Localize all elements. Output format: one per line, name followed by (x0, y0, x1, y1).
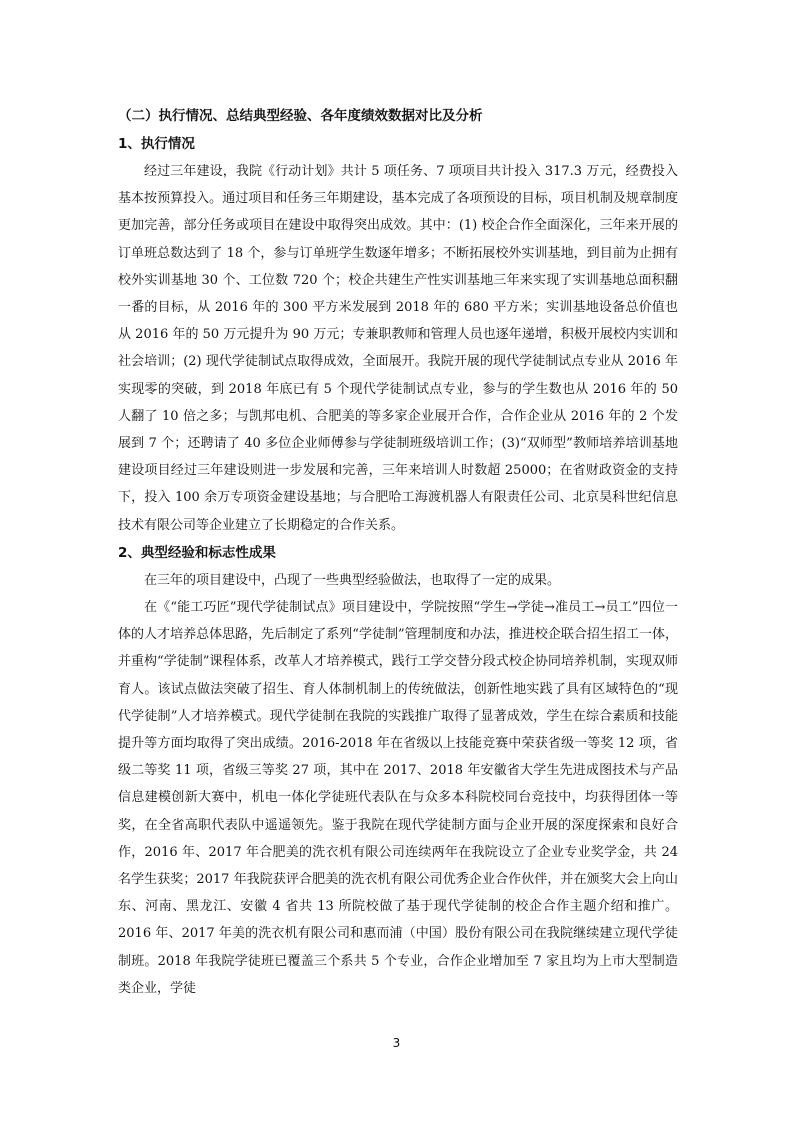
paragraph-apprenticeship: 在《“能工巧匠”现代学徒制试点》项目建设中，学院按照“学生→学徒→准员工→员工”四位一体的人才培养总体思路，先后制定了系列“学徒制”管理制度和办法，推进校企联合招生招工一体，并重构“学徒制”课程体系，改革人才培养模式，践行工学交替分段式校企协同培养机制，实现双师育人。该试点做法突破了招生、育人体制机制上的传统做法，创新性地实践了具有区域特色的“现代学徒制”人才培养模式。现代学徒制在我院的实践推广取得了显著成效，学生在综合素质和技能提升等方面均取得了突出成绩。2016-2018 年在省级以上技能竞赛中荣获省级一等奖 12 项，省级二等奖 11 项，省级三等奖 27 项，其中在 2017、2018 年安徽省大学生先进成图技术与产品信息建模创新大赛中，机电一体化学徒班代表队在与众多本科院校同台竞技中，均获得团体一等奖，在全省高职代表队中遥遥领先。鉴于我院在现代学徒制方面与企业开展的深度探索和良好合作，2016 年、2017 年合肥美的洗衣机有限公司连续两年在我院设立了企业专业奖学金，共 24 名学生获奖；2017 年我院获评合肥美的洗衣机有限公司优秀企业合作伙伴，并在颁奖大会上向山东、河南、黑龙江、安徽 4 省共 13 所院校做了基于现代学徒制的校企合作主题介绍和推广。2016 年、2017 年美的洗衣机有限公司和惠而浦（中国）股份有限公司在我院继续建立现代学徒制班。2018 年我院学徒班已覆盖三个系共 5 个专业，合作企业增加至 7 家且均为上市大型制造类企业，学徒 (118, 600, 678, 996)
paragraph-execution: 经过三年建设，我院《行动计划》共计 5 项任务、7 项项目共计投入 317.3 万元，经费投入基本按预算投入。通过项目和任务三年期建设，基本完成了各项预设的目标，项目机制及规章制度更加完善，部分任务或项目在建设中取得突出成效。其中：(1) 校企合作全面深化，三年来开展的订单班总数达到了 18 个，参与订单班学生数逐年增多；不断拓展校外实训基地，到目前为止拥有校外实训基地 30 个、工位数 720 个；校企共建生产性实训基地三年来实现了实训基地总面积翻一番的目标，从 2016 年的 300 平方米发展到 2018 年的 680 平方米；实训基地设备总价值也从 2016 年的 50 万元提升为 90 万元；专兼职教师和管理人员也逐年递增，积极开展校内实训和社会培训；(2) 现代学徒制试点取得成效，全面展开。我院开展的现代学徒制试点专业从 2016 年实现零的突破，到 2018 年底已有 5 个现代学徒制试点专业，参与的学生数也从 2016 年的 50 人翻了 10 倍之多；与凯邦电机、合肥美的等多家企业展开合作，合作企业从 2016 年的 2 个发展到 7 个；还聘请了 40 多位企业师傅参与学徒制班级培训工作；(3)“双师型”教师培养培训基地建设项目经过三年建设则进一步发展和完善，三年来培训人时数超 25000；在省财政资金的支持下，投入 100 余万专项资金建设基地；与合肥哈工海渡机器人有限责任公司、北京昊科世纪信息技术有限公司等企业建立了长期稳定的合作关系。 (118, 164, 678, 533)
page-number: 3 (392, 1036, 401, 1050)
document-page (118, 102, 678, 1002)
subsection-title-achievements: 2、典型经验和标志性成果 (118, 544, 276, 561)
paragraph-intro: 在三年的项目建设中，凸现了一些典型经验做法，也取得了一定的成果。 (144, 572, 561, 588)
section-title: （二）执行情况、总结典型经验、各年度绩效数据对比及分析 (118, 108, 483, 124)
subsection-title-execution: 1、执行情况 (118, 136, 195, 152)
